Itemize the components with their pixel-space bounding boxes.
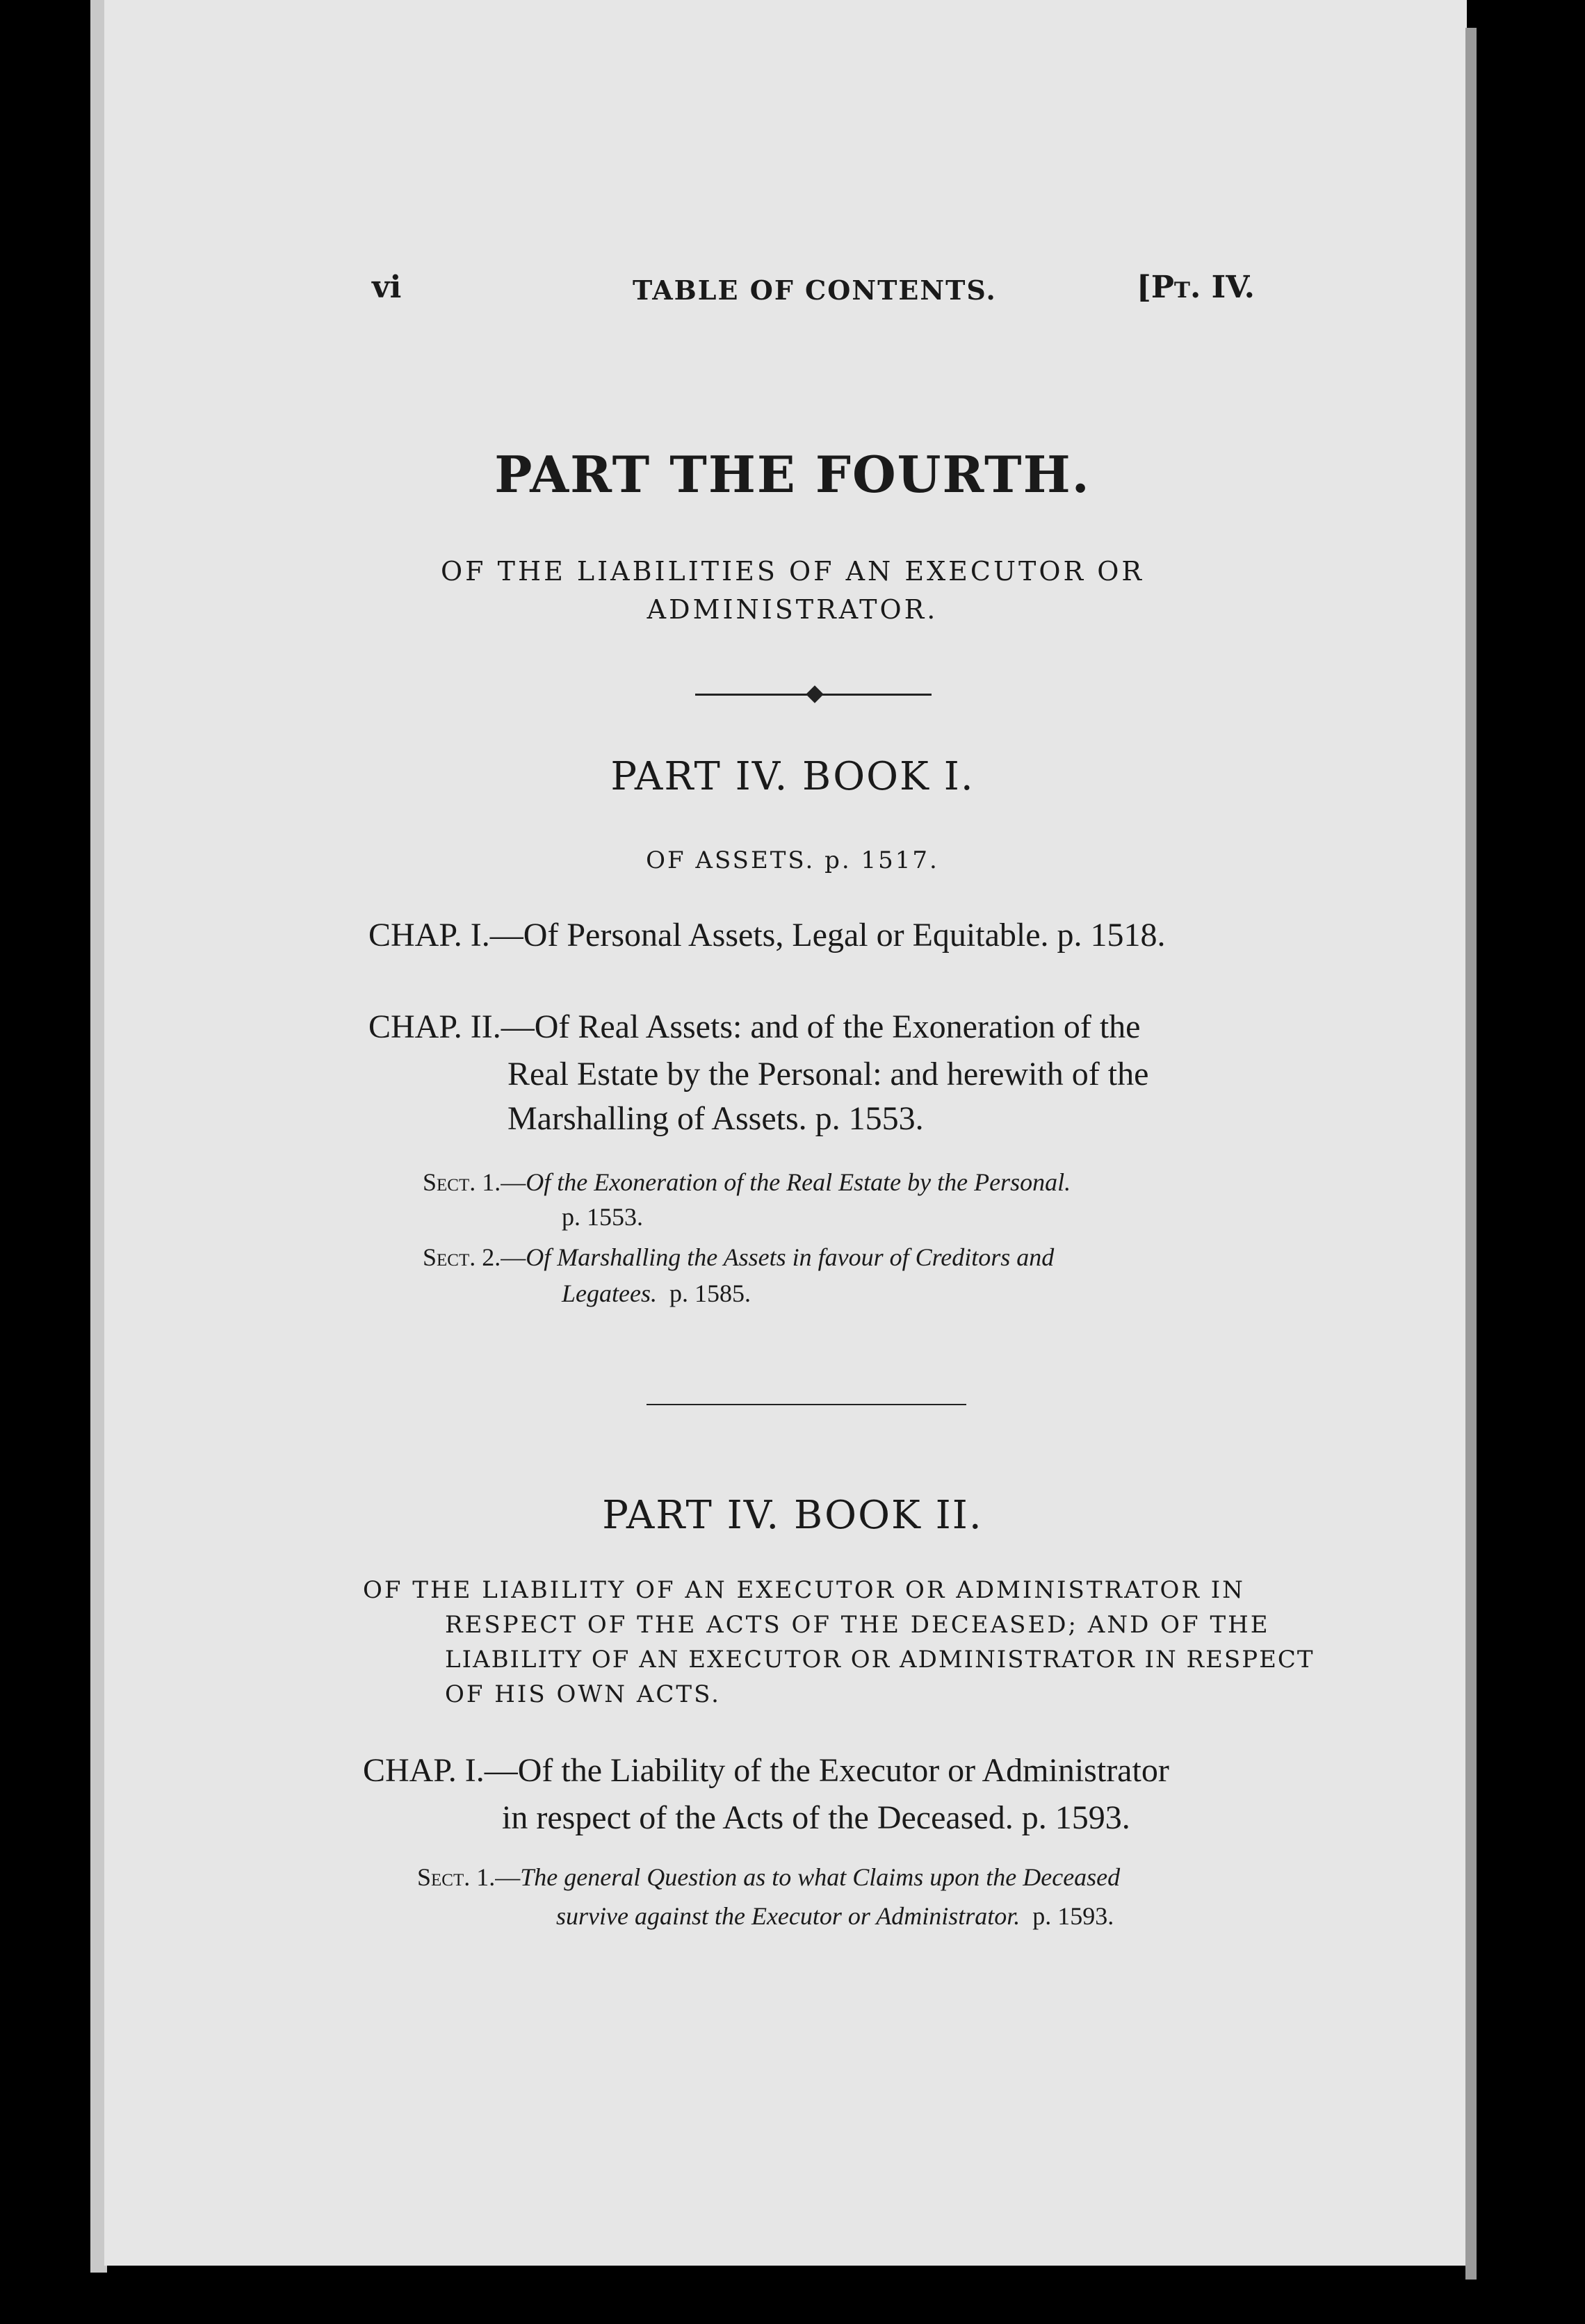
section-label: Sect. 1.— [423, 1168, 526, 1196]
book-2-subject-line-2: RESPECT OF THE ACTS OF THE DECEASED; AND OF THE [445, 1611, 1270, 1639]
part-subtitle-line-1: OF THE LIABILITIES OF AN EXECUTOR OR [441, 556, 1144, 587]
section-title: Of Marshalling the Assets in favour of Creditors and [526, 1243, 1055, 1271]
part-title: PART THE FOURTH. [494, 445, 1091, 504]
book-1-section-2-continued [562, 1279, 751, 1308]
section-title-continued: Legatees. [562, 1279, 657, 1307]
book-1-chapter-2-line-2: Real Estate by the Personal: and herewith of the [507, 1056, 1149, 1093]
book-1-section-1-page: p. 1553. [562, 1203, 643, 1231]
page-right-edge [1465, 28, 1477, 2280]
part-subtitle-line-2: ADMINISTRATOR. [647, 594, 938, 625]
book-1-chapter-1: CHAP. I.—Of Personal Assets, Legal or Equitable. p. 1518. [368, 917, 1166, 954]
book-1-section-1 [423, 1168, 1071, 1197]
page-number: vi [372, 270, 402, 305]
book-2-subject-line-1: OF THE LIABILITY OF AN EXECUTOR OR ADMINISTRATOR IN [363, 1576, 1245, 1604]
book-1-heading: PART IV. BOOK I. [610, 754, 975, 799]
section-divider-rule [647, 1404, 966, 1405]
book-2-subject-line-3: LIABILITY OF AN EXECUTOR OR ADMINISTRATOR IN RESPECT [445, 1646, 1315, 1674]
section-label: Sect. 2.— [423, 1243, 526, 1271]
part-reference: [Pt. IV. [1137, 270, 1255, 305]
book-1-chapter-2-line-1: CHAP. II.—Of Real Assets: and of the Exoneration of the [368, 1008, 1141, 1045]
book-2-section-1-continued [556, 1901, 1114, 1931]
book-2-chapter-1-line-2: in respect of the Acts of the Deceased. p. 1593. [502, 1799, 1130, 1836]
section-page: p. 1593. [1032, 1902, 1114, 1930]
section-title-continued: survive against the Executor or Administrator. [556, 1902, 1021, 1930]
section-page: p. 1585. [669, 1279, 751, 1307]
section-title: Of the Exoneration of the Real Estate by the Personal. [526, 1168, 1071, 1196]
running-title: TABLE OF CONTENTS. [633, 275, 997, 306]
book-2-subject-line-4: OF HIS OWN ACTS. [445, 1680, 721, 1708]
section-title: The general Question as to what Claims upon the Deceased [520, 1863, 1121, 1891]
book-1-chapter-2-line-3: Marshalling of Assets. p. 1553. [507, 1100, 924, 1137]
book-2-heading: PART IV. BOOK II. [602, 1493, 983, 1538]
section-label: Sect. 1.— [417, 1863, 521, 1891]
book-1-section-2 [423, 1243, 1054, 1272]
book-2-section-1 [417, 1863, 1120, 1892]
book-1-subject: OF ASSETS. p. 1517. [646, 846, 939, 874]
book-2-chapter-1-line-1: CHAP. I.—Of the Liability of the Executor or Administrator [363, 1752, 1169, 1789]
